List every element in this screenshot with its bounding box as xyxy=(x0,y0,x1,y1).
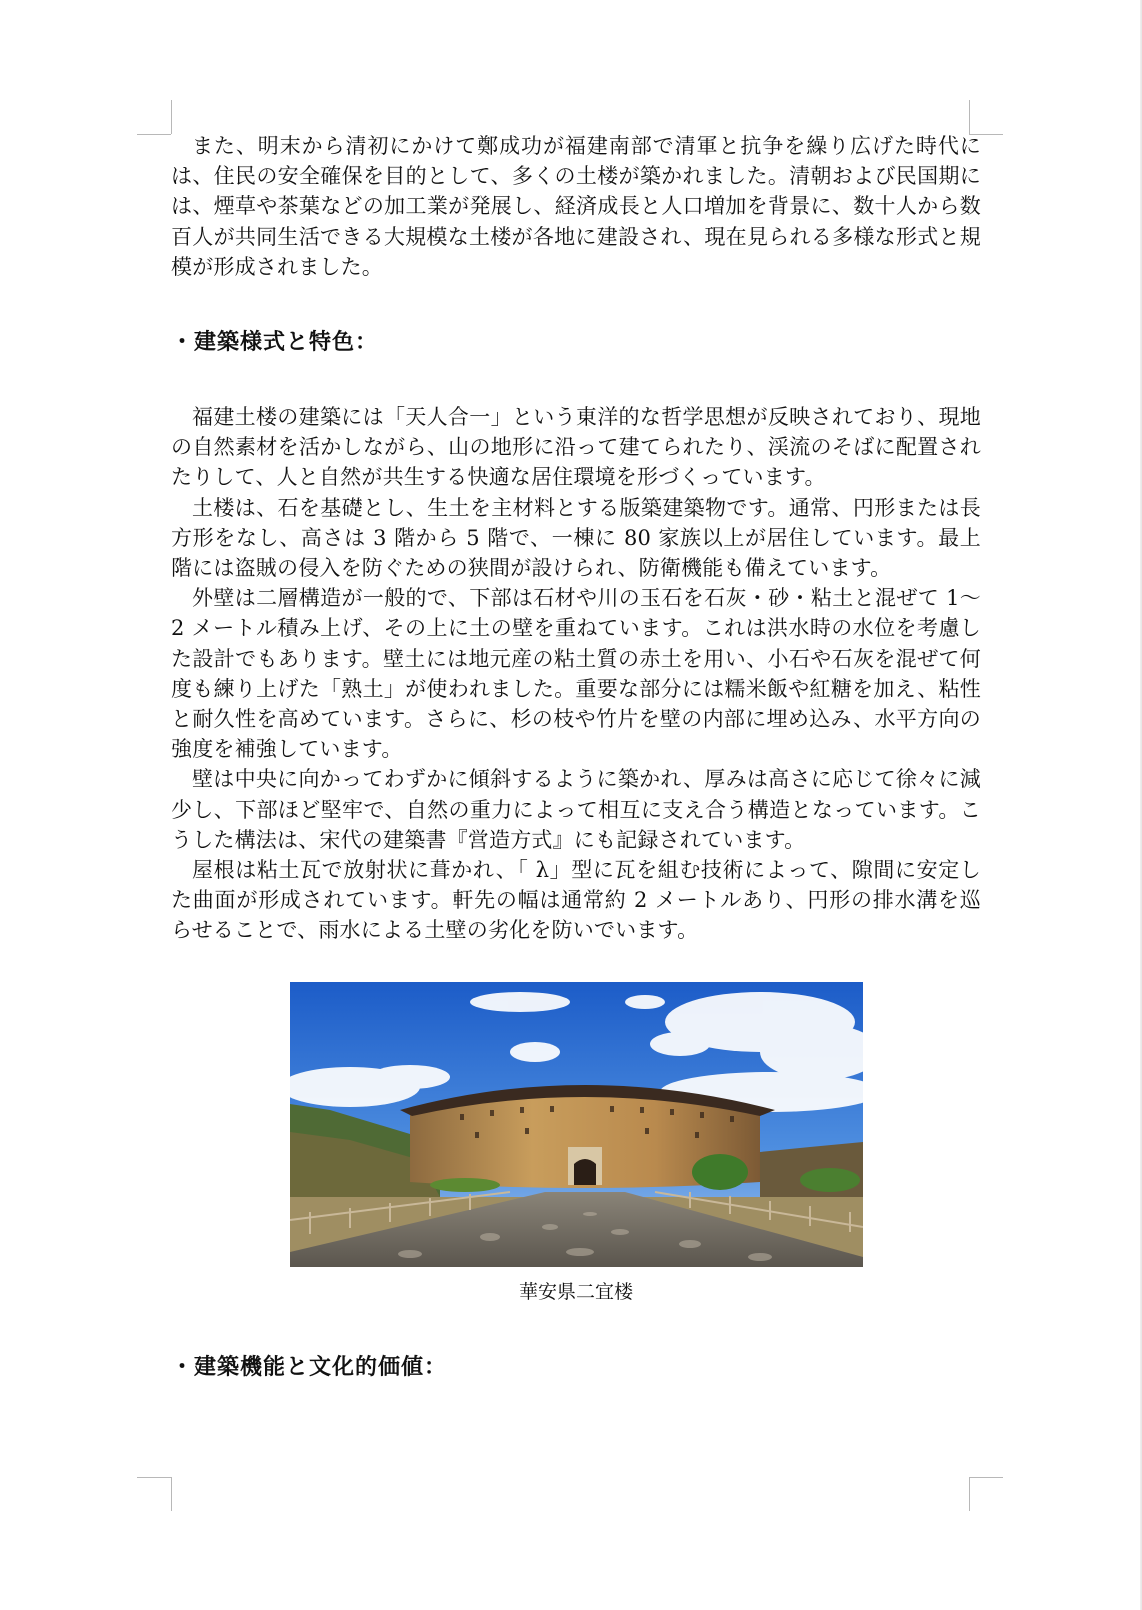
paragraph-structure: 土楼は、石を基礎とし、生土を主材料とする版築建築物です。通常、円形または長方形をなし、高さは 3 階から 5 階で、一棟に 80 家族以上が居住しています。最上階には盗賊の侵入を防ぐための狭間が設けられ、防衛機能も備えています。 xyxy=(171,495,981,581)
section-heading-architecture-style: ・建築様式と特色： xyxy=(171,330,379,356)
paragraph-outer-wall: 外壁は二層構造が一般的で、下部は石材や川の玉石を石灰・砂・粘土と混ぜて 1〜2 メートル積み上げ、その上に土の壁を重ねています。これは洪水時の水位を考慮した設計でもあります。壁土には地元産の粘土質の赤土を用い、小石や石灰を混ぜて何度も練り上げた「熟土」が使われました。重要な部分には糯米飯や紅糖を加え、粘性と耐久性を高めています。さらに、杉の枝や竹片を壁の内部に埋め込み、水平方向の強度を補強しています。 xyxy=(171,586,981,762)
tree-right xyxy=(692,1154,748,1190)
shrubs-left xyxy=(430,1178,500,1192)
tulou-gate xyxy=(574,1159,596,1185)
section-heading-function-value: ・建築機能と文化的価値： xyxy=(171,1354,448,1380)
crop-mark-top-right-v xyxy=(969,100,970,134)
figure-caption: 華安県二宜楼 xyxy=(518,1280,633,1303)
crop-mark-bottom-right-v xyxy=(969,1477,970,1511)
paragraph-roof: 屋根は粘土瓦で放射状に葺かれ、「 λ」型に瓦を組む技術によって、隙間に安定した曲面が形成されています。軒先の幅は通常約 2 メートルあり、円形の排水溝を巡らせることで、雨水による土壁の劣化を防いでいます。 xyxy=(171,858,981,943)
crop-mark-bottom-right-h xyxy=(969,1477,1003,1478)
figure xyxy=(171,982,981,1305)
crop-mark-bottom-left-h xyxy=(137,1477,171,1478)
crop-mark-top-left-v xyxy=(171,100,172,134)
section-architecture-style-body xyxy=(171,402,981,946)
paragraph-philosophy: 福建土楼の建築には「天人合一」という東洋的な哲学思想が反映されており、現地の自然素材を活かしながら、山の地形に沿って建てられたり、渓流のそばに配置されたりして、人と自然が共生する快適な居住環境を形づくっています。 xyxy=(171,405,981,490)
paragraph-history: また、明末から清初にかけて鄭成功が福建南部で清軍と抗争を繰り広げた時代には、住民の安全確保を目的として、多くの土楼が築かれました。清朝および民国期には、煙草や茶葉などの加工業が発展し、経済成長と人口増加を背景に、数十人から数百人が共同生活できる大規模な土楼が各地に建設され、現在見られる多様な形式と規模が形成されました。 xyxy=(171,134,981,279)
tulou-photo xyxy=(290,982,863,1267)
crop-mark-top-left-h xyxy=(137,134,171,135)
document-body xyxy=(171,131,981,1383)
crop-mark-bottom-left-v xyxy=(171,1477,172,1511)
paragraph-wall-slope: 壁は中央に向かってわずかに傾斜するように築かれ、厚みは高さに応じて徐々に減少し、下部ほど堅牢で、自然の重力によって相互に支え合う構造となっています。こうした構法は、宋代の建築書『営造方式』にも記録されています。 xyxy=(171,767,981,852)
